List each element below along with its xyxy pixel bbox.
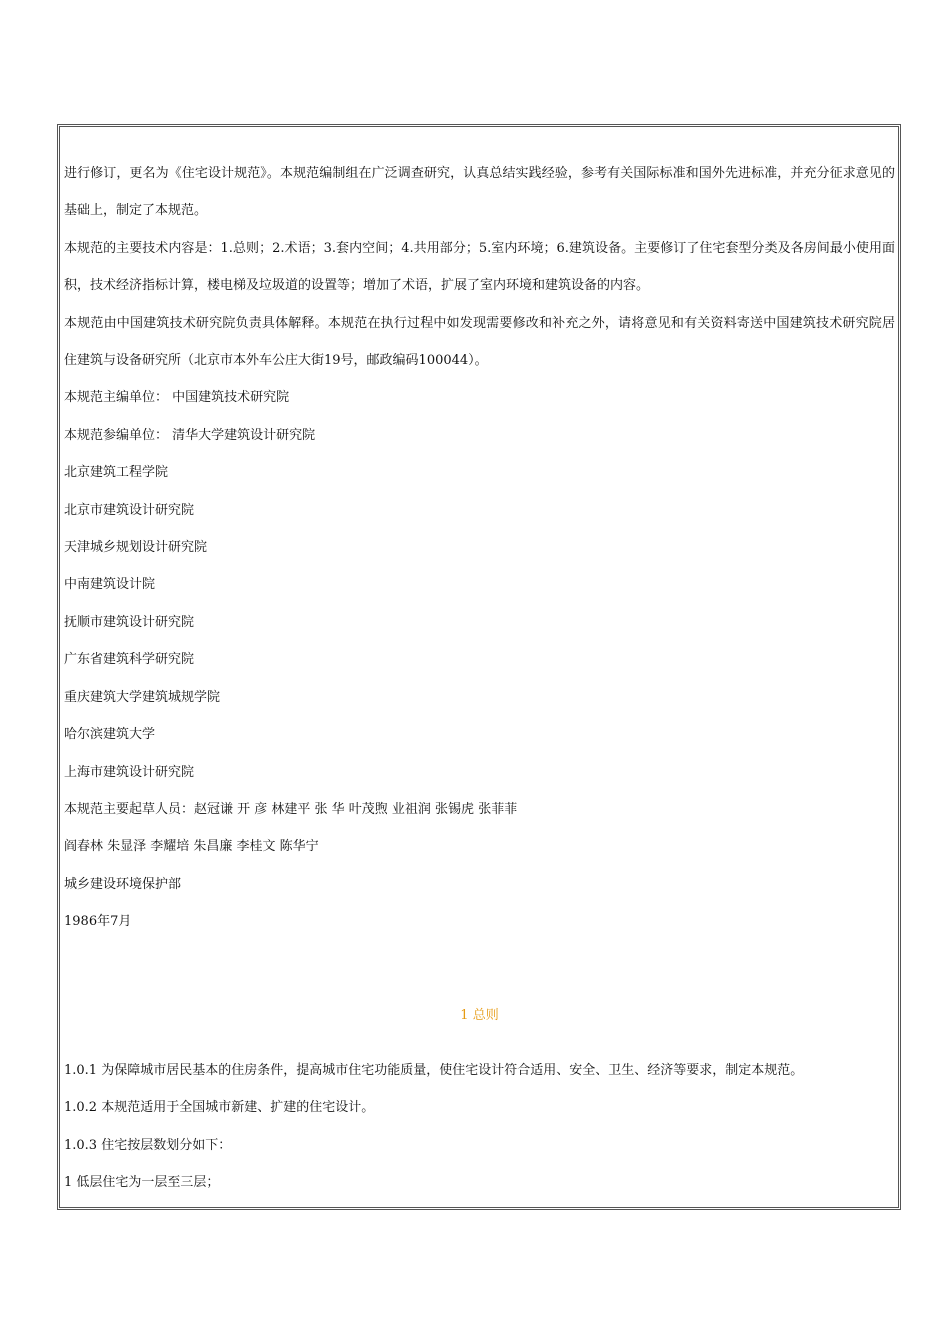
- issue-date: 1986年7月: [64, 914, 132, 930]
- intro-paragraph-interpretation: 本规范由中国建筑技术研究院负责具体解释。本规范在执行过程中如发现需要修改和补充之外，请将意见和有关资料寄送中国建筑技术研究院居住建筑与设备研究所（北京市本外车公庄大街19号，邮政编码100044）。: [64, 315, 895, 369]
- drafters-line-continued: 阎春林 朱显泽 李耀培 朱昌廉 李桂文 陈华宁: [64, 839, 319, 855]
- issuing-department: 城乡建设环境保护部: [64, 876, 182, 892]
- unit-line: 上海市建筑设计研究院: [64, 764, 195, 780]
- unit-line: 北京建筑工程学院: [64, 465, 169, 481]
- unit-line: 广东省建筑科学研究院: [64, 652, 195, 668]
- clause-item-1: 1 低层住宅为一层至三层；: [64, 1175, 220, 1191]
- document-body: [64, 155, 895, 1202]
- clause-1-0-1: 1.0.1 为保障城市居民基本的住房条件，提高城市住宅功能质量，使住宅设计符合适用、安全、卫生、经济等要求，制定本规范。: [64, 1062, 804, 1078]
- document-frame: [57, 124, 901, 1210]
- drafters-line: 本规范主要起草人员：赵冠谦 开 彦 林建平 张 华 叶茂煦 业祖润 张锡虎 张菲菲: [64, 801, 518, 817]
- unit-line: 天津城乡规划设计研究院: [64, 540, 208, 556]
- clause-1-0-2: 1.0.2 本规范适用于全国城市新建、扩建的住宅设计。: [64, 1100, 375, 1116]
- intro-paragraph-revision: 进行修订，更名为《住宅设计规范》。本规范编制组在广泛调查研究，认真总结实践经验，参考有关国际标准和国外先进标准，并充分征求意见的基础上，制定了本规范。: [64, 166, 895, 219]
- participating-unit: 本规范参编单位： 清华大学建筑设计研究院: [64, 427, 316, 443]
- chief-editor-unit: 本规范主编单位： 中国建筑技术研究院: [64, 390, 290, 406]
- unit-line: 中南建筑设计院: [64, 577, 156, 593]
- section-heading: 1 总则: [460, 1007, 499, 1023]
- heading-gap: [64, 1034, 895, 1052]
- unit-line: 重庆建筑大学建筑城规学院: [64, 689, 221, 705]
- unit-line: 哈尔滨建筑大学: [64, 727, 156, 743]
- section-spacer: [64, 941, 895, 997]
- intro-paragraph-contents: 本规范的主要技术内容是：1.总则；2.术语；3.套内空间；4.共用部分；5.室内环境；6.建筑设备。主要修订了住宅套型分类及各房间最小使用面积，技术经济指标计算，楼电梯及垃圾道的设置等；增加了术语，扩展了室内环境和建筑设备的内容。: [64, 240, 895, 294]
- unit-line: 抚顺市建筑设计研究院: [64, 614, 195, 630]
- clause-1-0-3: 1.0.3 住宅按层数划分如下：: [64, 1137, 232, 1153]
- unit-line: 北京市建筑设计研究院: [64, 502, 195, 518]
